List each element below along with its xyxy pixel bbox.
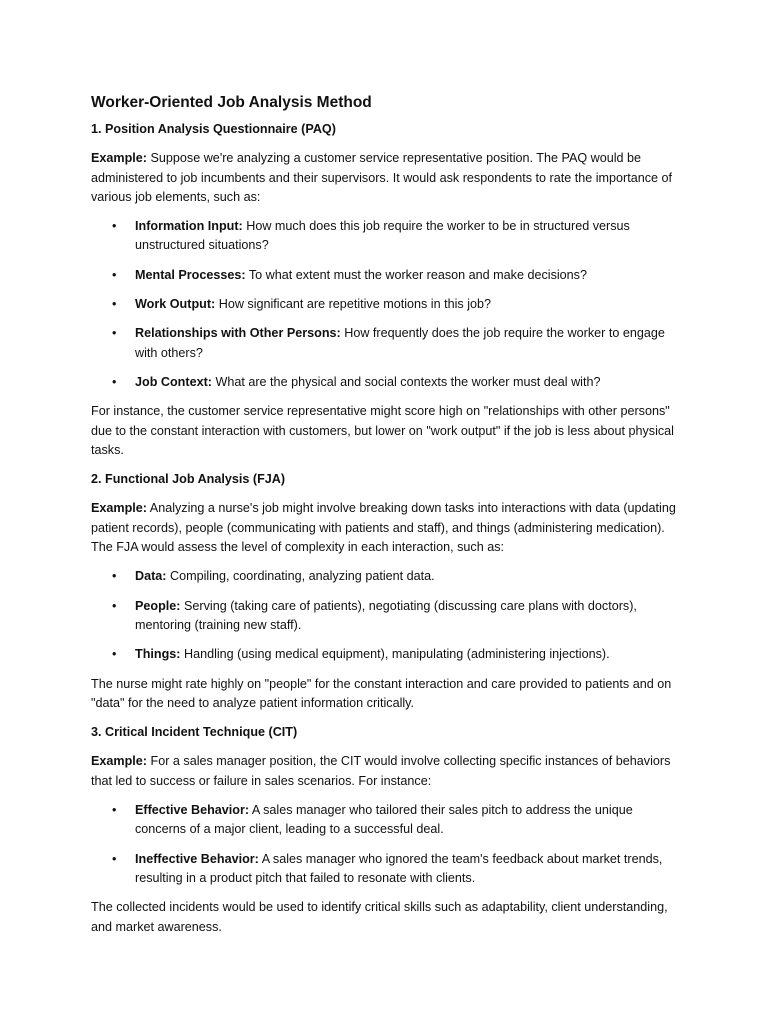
bullet-icon: • <box>112 219 117 234</box>
document-title: Worker-Oriented Job Analysis Method <box>91 94 372 111</box>
item-text: What are the physical and social contexts the worker must deal with? <box>211 374 601 389</box>
item-label: Work Output: <box>135 297 216 312</box>
bullet-list <box>91 567 681 664</box>
example-text: Analyzing a nurse's job might involve breaking down tasks into interactions with data (updating patient records), people (communicating with patients and staff), and things (administering medication). The FJA would assess the level of complexity in each interaction, such as: <box>91 501 676 555</box>
item-label: Effective Behavior: <box>135 803 250 818</box>
bullet-list <box>91 801 681 888</box>
item-text: How frequently does the job require the worker to engage with others? <box>135 326 665 360</box>
section-cit <box>91 723 681 937</box>
example-text: For a sales manager position, the CIT would involve collecting specific instances of behaviors that led to success or failure in sales scenarios. For instance: <box>91 754 671 788</box>
item-text: Serving (taking care of patients), negotiating (discussing care plans with doctors), mentoring (training new staff). <box>135 598 637 632</box>
example-label: Example: <box>91 501 147 516</box>
section-heading: 2. Functional Job Analysis (FJA) <box>91 472 286 487</box>
item-text: Compiling, coordinating, analyzing patient data. <box>166 569 435 584</box>
example-paragraph <box>91 149 681 207</box>
section-paq <box>91 120 681 460</box>
example-paragraph <box>91 499 681 557</box>
bullet-icon: • <box>112 598 117 613</box>
item-text: Handling (using medical equipment), manipulating (administering injections). <box>180 647 610 662</box>
list-item <box>91 597 681 636</box>
bullet-icon: • <box>112 267 117 282</box>
list-item <box>91 266 681 285</box>
list-item <box>91 217 681 256</box>
example-text: Suppose we're analyzing a customer service representative position. The PAQ would be administered to job incumbents and their supervisors. It would ask respondents to rate the importance of various job elements, such as: <box>91 151 673 204</box>
item-text: To what extent must the worker reason and make decisions? <box>245 267 587 282</box>
document-content <box>91 92 681 947</box>
item-label: Job Context: <box>135 374 212 389</box>
bullet-icon: • <box>112 851 117 866</box>
example-paragraph <box>91 752 681 791</box>
list-item <box>91 645 681 664</box>
item-label: People: <box>135 598 181 613</box>
item-text: How much does this job require the worker to be in structured versus unstructured situations? <box>135 219 630 253</box>
item-label: Mental Processes: <box>135 267 246 282</box>
item-text: How significant are repetitive motions in this job? <box>215 297 492 312</box>
conclusion-paragraph: The nurse might rate highly on "people" for the constant interaction and care provided to patients and on "data" for the need to analyze patient information critically. <box>91 676 672 710</box>
item-label: Relationships with Other Persons: <box>135 326 341 341</box>
section-heading: 3. Critical Incident Technique (CIT) <box>91 725 298 740</box>
list-item <box>91 324 681 363</box>
conclusion-paragraph: For instance, the customer service representative might score high on "relationships with other persons" due to the constant interaction with customers, but lower on "work output" if the job is less about physical tasks. <box>91 404 674 457</box>
conclusion-paragraph: The collected incidents would be used to identify critical skills such as adaptability, client understanding, and market awareness. <box>91 900 668 934</box>
bullet-icon: • <box>112 569 117 584</box>
bullet-list <box>91 217 681 392</box>
bullet-icon: • <box>112 803 117 818</box>
list-item <box>91 850 681 889</box>
list-item <box>91 373 681 392</box>
example-label: Example: <box>91 151 147 166</box>
list-item <box>91 801 681 840</box>
list-item <box>91 567 681 586</box>
bullet-icon: • <box>112 326 117 341</box>
section-heading: 1. Position Analysis Questionnaire (PAQ) <box>91 122 336 136</box>
bullet-icon: • <box>112 374 117 389</box>
item-label: Ineffective Behavior: <box>135 851 259 866</box>
item-label: Information Input: <box>135 219 243 234</box>
list-item <box>91 295 681 314</box>
item-text: A sales manager who ignored the team's feedback about market trends, resulting in a product pitch that failed to resonate with clients. <box>135 851 663 885</box>
bullet-icon: • <box>112 647 117 662</box>
example-label: Example: <box>91 754 147 769</box>
bullet-icon: • <box>112 297 117 312</box>
item-label: Things: <box>135 647 181 662</box>
item-label: Data: <box>135 569 167 584</box>
section-fja <box>91 470 681 713</box>
item-text: A sales manager who tailored their sales pitch to address the unique concerns of a major client, leading to a successful deal. <box>135 803 633 837</box>
